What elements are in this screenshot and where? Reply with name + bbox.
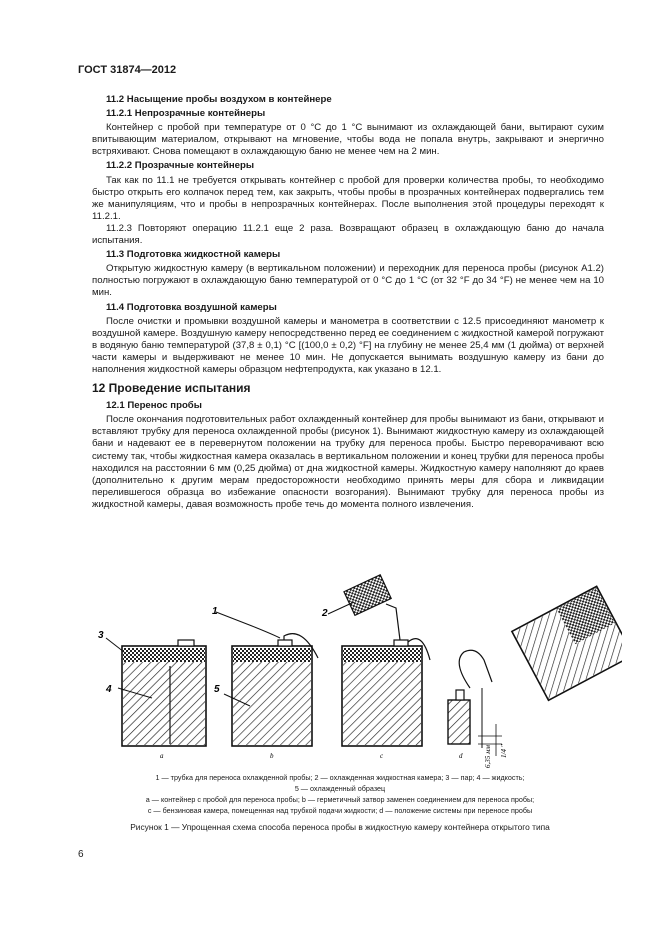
- heading-11-2: 11.2 Насыщение пробы воздухом в контейнере: [106, 94, 332, 105]
- paragraph: Открытую жидкостную камеру (в вертикальном положении) и переходник для переноса пробы (рисунок А1.2) полностью погружают в охлаждающую баню температурой от 0 °С до 1 °С (от 32 °F до 34 °F) не менее чем на 10 мин.: [92, 263, 604, 299]
- text-body: [92, 94, 604, 511]
- figure-1-diagram: [92, 568, 622, 768]
- dimension-mm: 6,35 мм: [484, 745, 492, 768]
- caption-legend-4: с — бензиновая камера, помещенная над трубкой подачи жидкости; d — положение системы при переносе пробы: [147, 806, 533, 815]
- panel-d-assembly: [448, 586, 622, 756]
- heading-11-3: 11.3 Подготовка жидкостной камеры: [106, 249, 281, 261]
- heading-12: 12 Проведение испытания: [92, 381, 251, 396]
- callout-4: 4: [106, 684, 112, 695]
- heading-11-2-1: 11.2.1 Непрозрачные контейнеры: [106, 108, 266, 120]
- heading-11-4: 11.4 Подготовка воздушной камеры: [106, 301, 277, 313]
- heading-11-2-2: 11.2.2 Прозрачные контейнеры: [106, 160, 255, 172]
- panel-b-container: [216, 612, 318, 746]
- panel-label-b: b: [270, 752, 274, 760]
- paragraph: Контейнер с пробой при температуре от 0 °С до 1 °С вынимают из охлаждающей бани, вытирают сухим впитывающим материалом, открывают на мгновение, чтобы вода не попала внутрь, закрывают и энергично встряхивают. Снова помещают в охлаждающую баню не менее чем на 2 мин.: [92, 122, 604, 158]
- paragraph: После очистки и промывки воздушной камеры и манометра в соответствии с 12.5 присоединяют манометр к воздушной камере. Воздушную камеру непосредственно перед ее соединением с жидкостной камерой погружают в водяную баню температурой (37,8 ± 0,1) °С [(100,0 ± 0,2) °F] на глубину не менее 25,4 мм (1 дюйма) от верхней части камеры и выдерживают не менее 10 мин. Не допускается вынимать воздушную камеру из бани до наполнения жидкостной камеры образцом нефтепродукта, как указано в 12.1.: [92, 315, 604, 375]
- caption-legend-3: а — контейнер с пробой для переноса пробы; b — герметичный затвор заменен соединением для переноса пробы;: [145, 795, 535, 804]
- callout-1: 1: [212, 606, 218, 617]
- paragraph: Так как по 11.1 не требуется открывать контейнер с пробой для проверки количества пробы, то необходимо быстро открыть его колпачок перед тем, как закрыть, чтобы пробы в прозрачных контейнерах подвергались тем же манипуляциям, что и пробы в непрозрачных контейнерах. После выполнения этой процедуры переходят к 11.2.1.: [92, 174, 604, 222]
- panel-a-container: [106, 638, 206, 746]
- dimension-in: 1/4 ": [500, 744, 508, 758]
- panel-c-container: [328, 575, 430, 746]
- caption-legend-2: 5 — охлажденный образец: [294, 784, 386, 793]
- panel-label-c: c: [380, 752, 384, 760]
- paragraph: После окончания подготовительных работ охлажденный контейнер для пробы вынимают из бани, открывают и вставляют трубку для переноса охлажденной пробы (рисунок 1). Вынимают жидкостную камеру из охлаждающей бани и надевают ее в перевернутом положении на трубку для переноса пробы. Быстро переворачивают всю систему так, чтобы жидкостная камера оказалась в вертикальном положении и конец трубки для переноса пробы находился на расстоянии 6 мм (0,25 дюйма) от дна жидкостной камеры. Жидкостную камеру наполняют до краев (дополнительно к другим мерам предосторожности необходимо принять меры для сбора и ликвидации перелившегося образца во избежание опасности возгорания). Вынимают трубку для переноса пробы из жидкостной камеры, давая возможность пробе течь до момента полного извлечения.: [92, 414, 604, 510]
- caption-legend-1: 1 — трубка для переноса охлажденной пробы; 2 — охлажденная жидкостная камера; 3 — пар; 4 — жидкость;: [155, 773, 525, 782]
- heading-12-1: 12.1 Перенос пробы: [106, 400, 202, 412]
- figure-title: Рисунок 1 — Упрощенная схема способа переноса пробы в жидкостную камеру контейнера открытого типа: [130, 822, 550, 832]
- page-number: 6: [78, 849, 84, 860]
- callout-5: 5: [214, 684, 220, 695]
- figure-caption: [80, 772, 600, 833]
- callout-3: 3: [98, 630, 104, 641]
- paragraph: 11.2.3 Повторяют операцию 11.2.1 еще 2 раза. Возвращают образец в охлаждающую баню до начала испытания.: [92, 222, 604, 247]
- standard-header: ГОСТ 31874—2012: [78, 64, 177, 76]
- callout-2: 2: [322, 608, 328, 619]
- panel-label-d: d: [459, 752, 463, 760]
- panel-label-a: a: [160, 752, 164, 760]
